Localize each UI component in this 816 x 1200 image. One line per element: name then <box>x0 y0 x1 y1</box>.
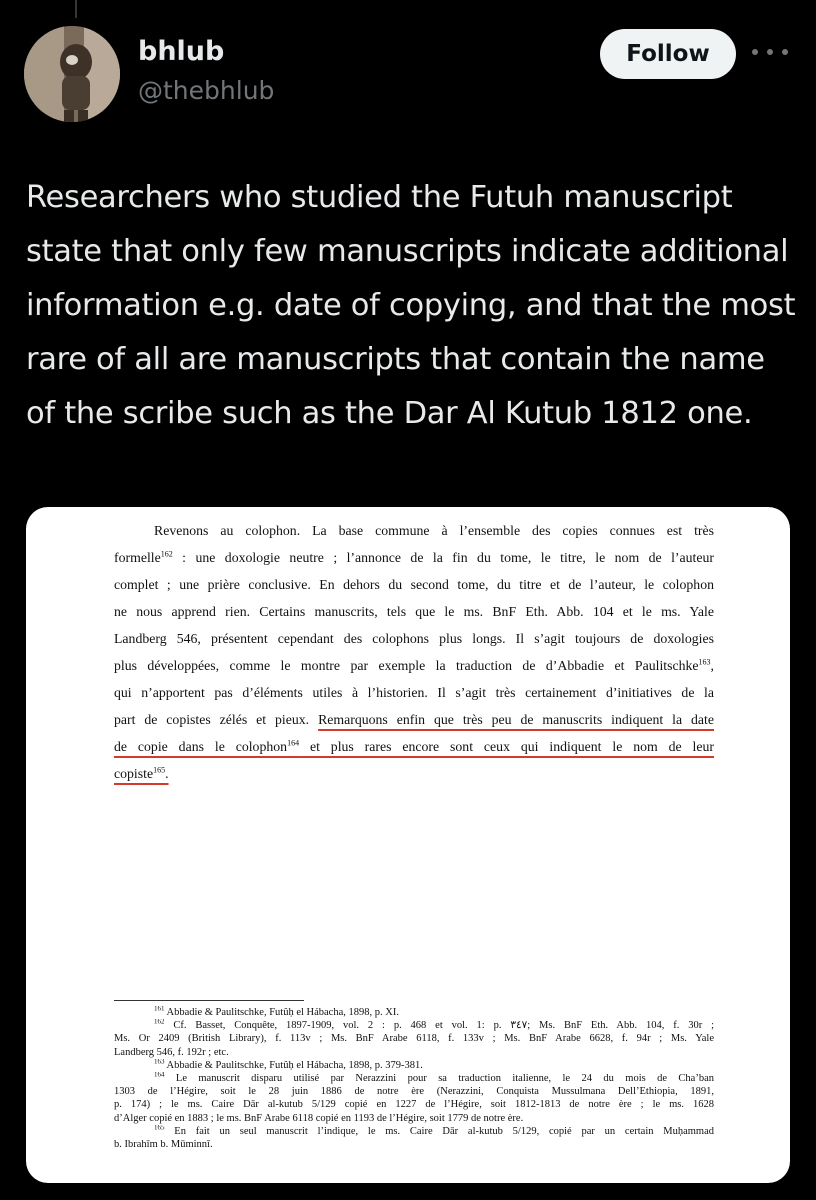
footnote-ref: 162 <box>160 549 173 559</box>
footnote-divider <box>114 1000 304 1001</box>
highlighted-text: b. Ibrahīm b. Mūminnī. <box>114 1139 213 1151</box>
doc-line: Landberg 546, présentent cependant des colophons plus longs. Il s’agit toujours de doxologies <box>114 631 714 646</box>
footnote-ref: 165 <box>153 765 166 775</box>
document-body <box>114 517 714 787</box>
doc-line: qui n’apportent pas d’éléments utiles à l’historien. Il s’agit très certainement d’initiatives de la <box>114 685 714 700</box>
more-horizontal-icon[interactable] <box>752 40 788 64</box>
footnotes <box>114 1006 714 1151</box>
thread-connector-line <box>75 0 77 18</box>
dot-icon <box>752 49 758 55</box>
footnote: $^{162}$ Cf. Basset, Conquête, 1897-1909, vol. 2 : p. 468 et vol. 1: p. ٣٤٧; Ms. BnF Eth. Abb. 104, f. 30r ; <box>154 1019 714 1032</box>
footnote-continuation: d’Alger copié en 1883 ; le ms. BnF Arabe 6118 copié en 1193 de l’Hégire, soit 1779 de notre ère. <box>114 1112 524 1124</box>
dot-icon <box>767 49 773 55</box>
footnote: $^{161}$ Abbadie & Paulitschke, Futûḥ el Hábacha, 1898, p. XI. <box>154 1006 399 1018</box>
footnote-continuation: p. 174) ; le ms. Caire Dār al-kutub 5/129 copié en 1227 de l’Hégire, soit 1812-1813 de notre ère ; le ms. 1628 <box>114 1099 714 1111</box>
follow-button[interactable]: Follow <box>600 29 736 79</box>
dot-icon <box>782 49 788 55</box>
footnote-continuation: Ms. Or 2409 (British Library), f. 113v ; Ms. BnF Arabe 6118, f. 133v ; Ms. BnF Arabe 6628, f. 94r ; Ms. Yale <box>114 1033 714 1045</box>
avatar[interactable] <box>24 26 120 122</box>
doc-line: Revenons au colophon. La base commune à l’ensemble des copies connues est très <box>154 523 714 538</box>
author-handle[interactable]: @thebhlub <box>138 76 275 105</box>
tweet-text: Researchers who studied the Futuh manuscript state that only few manuscripts indicate additional information e.g. date of copying, and that the most rare of all are manuscripts that contain the name of the scribe such as the Dar Al Kutub 1812 one. <box>26 180 796 431</box>
highlighted-text: Remarquons enfin que très peu de manuscrits indiquent la date <box>318 712 714 727</box>
footnote-ref: 163 <box>698 657 711 667</box>
footnote: $^{164}$ Le manuscrit disparu utilisé par Nerazzini pour sa traduction italienne, le 24 du mois de Cha’ban <box>154 1072 714 1085</box>
footnote-continuation: 1303 de l’Hégire, soit le 28 juin 1886 de notre ère (Nerazzini, Conquista Mussulmana Dell’Ethiopia, 1891, <box>114 1086 714 1098</box>
footnote-continuation <box>114 1138 714 1151</box>
footnote: $^{163}$ Abbadie & Paulitschke, Futûḥ el Hábacha, 1898, p. 379-381. <box>154 1058 423 1071</box>
doc-line: part de copistes zélés et pieux. Remarquons enfin que très peu de manuscrits indiquent la date <box>114 712 714 727</box>
tweet-media-image[interactable] <box>26 507 790 1183</box>
doc-line: formelle$^{162}$ : une doxologie neutre ; l’annonce de la fin du tome, le titre, le nom de l’auteur <box>114 549 714 565</box>
footnote: $^{165}$ En fait un seul manuscrit l’indique, le ms. Caire Dār al-kutub 5/129, copié par un certain Muḥammad <box>154 1124 714 1137</box>
highlighted-text: En fait un seul manuscrit l’indique, le ms. Caire Dār al-kutub 5/129, copié par un certain Muḥammad <box>174 1125 714 1137</box>
doc-line <box>114 760 714 787</box>
footnote-continuation: Landberg 546, f. 192r ; etc. <box>114 1046 229 1058</box>
author-name[interactable]: bhlub <box>138 36 225 67</box>
doc-line: complet ; une prière conclusive. En dehors du second tome, du titre et de l’auteur, le colophon <box>114 577 714 592</box>
footnote-ref: 164 <box>287 738 300 748</box>
doc-line <box>114 733 714 760</box>
avatar-image <box>24 26 120 122</box>
doc-line: ne nous apprend rien. Certains manuscrits, tels que le ms. BnF Eth. Abb. 104 et le ms. Yale <box>114 604 714 619</box>
highlighted-text: de copie dans le colophon$^{164}$ et plus rares encore sont ceux qui indiquent le nom de leur <box>114 738 714 754</box>
doc-line: plus développées, comme le montre par exemple la traduction de d’Abbadie et Paulitschke$^{163}$, <box>114 657 714 673</box>
highlighted-text: copiste$^{165}$. <box>114 765 169 781</box>
